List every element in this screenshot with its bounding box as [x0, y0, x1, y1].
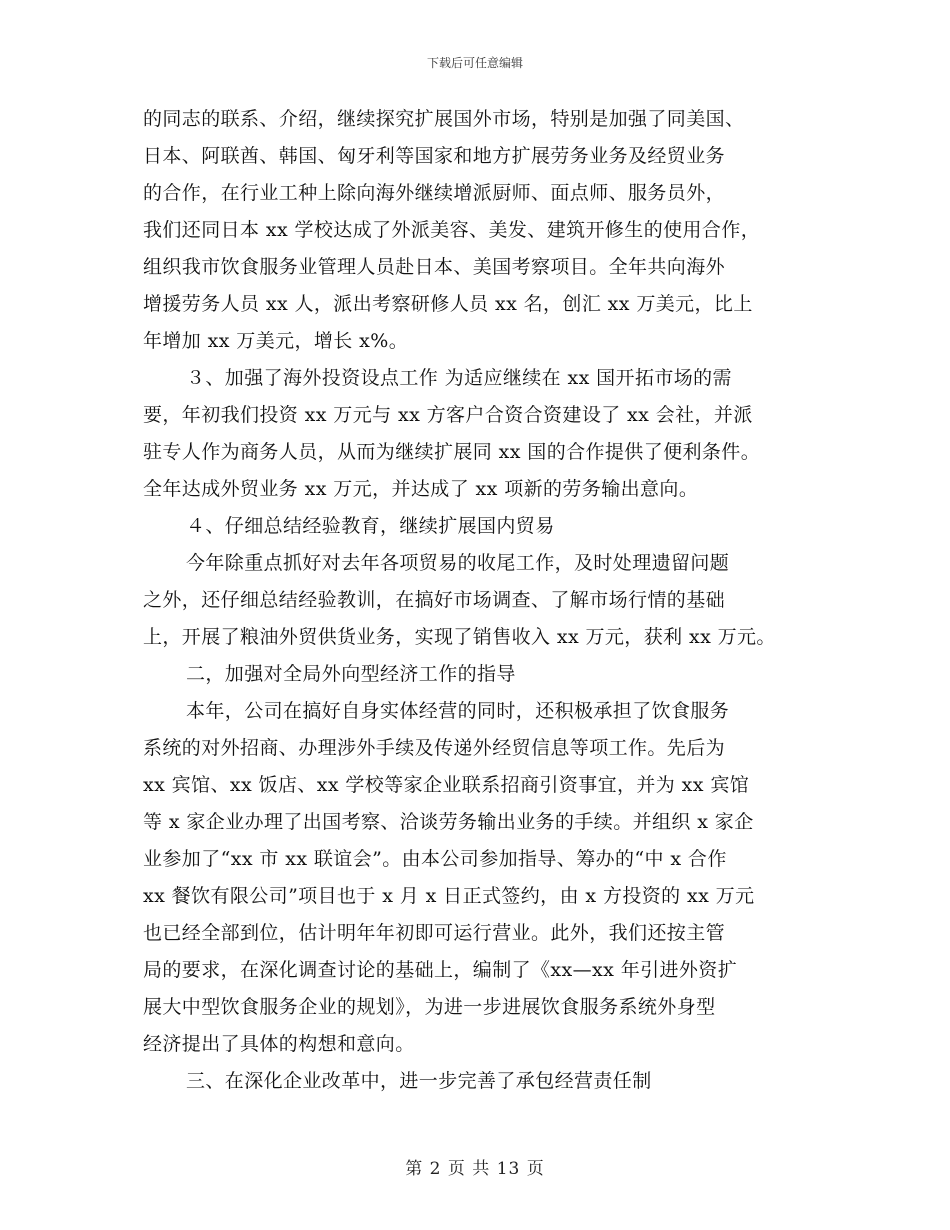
body-line: 的合作，在行业工种上除向海外继续增派厨师、面点师、服务员外， — [143, 182, 726, 204]
body-line: 今年除重点抓好对去年各项贸易的收尾工作，及时处理遗留问题 — [186, 552, 730, 574]
body-line: 日本、阿联酋、韩国、匈牙利等国家和地方扩展劳务业务及经贸业务 — [143, 145, 726, 167]
body-line: 局的要求，在深化调查讨论的基础上，编制了《xx—xx 年引进外资扩 — [143, 959, 738, 981]
page-header-note: 下载后可任意编辑 — [426, 56, 523, 70]
body-line: 本年，公司在搞好自身实体经营的同时，还积极承担了饮食服务 — [186, 700, 730, 722]
body-line: 增援劳务人员 xx 人，派出考察研修人员 xx 名，创汇 xx 万美元，比上 — [143, 293, 753, 315]
section-heading: ３、加强了海外投资设点工作 为适应继续在 xx 国开拓市场的需 — [186, 367, 732, 389]
section-heading: 三、在深化企业改革中，进一步完善了承包经营责任制 — [186, 1070, 652, 1092]
body-line: 也已经全部到位，估计明年年初即可运行营业。此外，我们还按主管 — [143, 922, 726, 944]
page-number-footer: 第 2 页 共 13 页 — [405, 1159, 545, 1179]
section-heading: 二，加强对全局外向型经济工作的指导 — [186, 663, 516, 685]
body-line: 要，年初我们投资 xx 万元与 xx 方客户合资合资建设了 xx 会社，并派 — [143, 404, 753, 426]
body-line: 业参加了“xx 市 xx 联谊会”。由本公司参加指导、筹办的“中 x 合作 — [143, 848, 727, 870]
body-line: 驻专人作为商务人员，从而为继续扩展同 xx 国的合作提供了便利条件。 — [143, 441, 761, 463]
body-line: 组织我市饮食服务业管理人员赴日本、美国考察项目。全年共向海外 — [143, 256, 726, 278]
body-line: 展大中型饮食服务企业的规划》，为进一步进展饮食服务系统外身型 — [143, 996, 716, 1018]
body-line: 全年达成外贸业务 xx 万元，并达成了 xx 项新的劳务输出意向。 — [143, 478, 699, 500]
body-line: xx 餐饮有限公司”项目也于 x 月 x 日正式签约，由 x 方投资的 xx 万元 — [143, 885, 755, 907]
body-line: 的同志的联系、介绍，继续探究扩展国外市场，特别是加强了同美国、 — [143, 108, 745, 130]
body-line: 年增加 xx 万美元，增长 x%。 — [143, 330, 409, 352]
body-line: 上，开展了粮油外贸供货业务，实现了销售收入 xx 万元，获利 xx 万元。 — [143, 626, 776, 648]
body-line: 经济提出了具体的构想和意向。 — [143, 1033, 415, 1055]
body-line: 等 x 家企业办理了出国考察、洽谈劳务输出业务的手续。并组织 x 家企 — [143, 811, 754, 833]
section-heading: ４、仔细总结经验教育，继续扩展国内贸易 — [186, 515, 555, 537]
body-line: xx 宾馆、xx 饭店、xx 学校等家企业联系招商引资事宜，并为 xx 宾馆 — [143, 774, 750, 796]
body-line: 我们还同日本 xx 学校达成了外派美容、美发、建筑开修生的使用合作， — [143, 219, 761, 241]
body-line: 系统的对外招商、办理涉外手续及传递外经贸信息等项工作。先后为 — [143, 737, 726, 759]
body-line: 之外，还仔细总结经验教训，在搞好市场调查、了解市场行情的基础 — [143, 589, 726, 611]
